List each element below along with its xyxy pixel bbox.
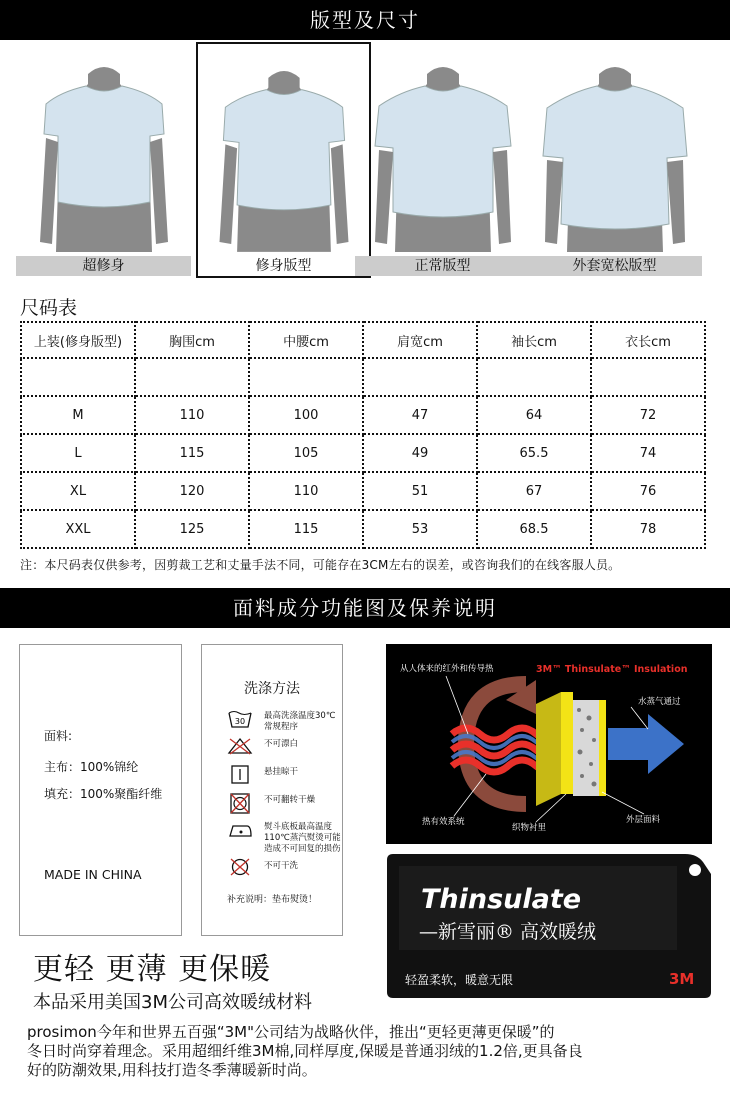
table-row [21,510,705,548]
table-cell: 74 [591,434,705,472]
description-line: prosimon今年和世界五百强“3M"公司结为战略伙伴，推出“更轻更薄更保暖”的 [27,1023,555,1041]
table-cell: 120 [135,472,249,510]
no-dry-clean-icon [227,857,253,877]
table-cell: 115 [249,510,363,548]
table-cell [135,358,249,396]
column-header: 上装(修身版型) [21,322,135,358]
column-header: 肩宽cm [363,322,477,358]
column-header: 胸围cm [135,322,249,358]
table-cell: 110 [135,396,249,434]
brand-name: Thinsulate [421,884,582,915]
table-cell [21,358,135,396]
column-header: 袖长cm [477,322,591,358]
description-line: 冬日时尚穿着理念。采用超细纤维3M棉,同样厚度,保暖是普通羽绒的1.2倍,更具备良 [27,1042,583,1060]
label-lining: 织物衬里 [512,823,547,833]
table-cell [591,358,705,396]
insulation-title: 3M™ Thinsulate™ Insulation [536,664,688,675]
shirt-illustration [16,52,191,262]
care-title: 洗涤方法 [244,681,300,697]
shirt-illustration [527,52,702,262]
table-cell: 78 [591,510,705,548]
care-note: 补充说明：垫布熨烫！ [226,895,317,905]
table-cell [249,358,363,396]
fit-label: 修身版型 [198,256,369,276]
no-tumble-dry-icon [227,793,253,815]
iron-low-icon [227,820,253,840]
care-text: 不可翻转干燥 [264,795,316,805]
table-cell: XXL [21,510,135,548]
size-chart-title: 尺码表 [20,297,78,319]
3m-logo: 3M [669,970,695,988]
brand-cn: —新雪丽® 高效暖绒 [419,921,597,943]
table-row [21,472,705,510]
fabric-label: 面料: [44,729,73,743]
table-cell: 76 [591,472,705,510]
table-cell: 105 [249,434,363,472]
brand-slogan: 轻盈柔软，暖意无限 [405,973,514,987]
table-cell: 49 [363,434,477,472]
fit-option-regular[interactable] [355,42,530,278]
table-cell [477,358,591,396]
fit-label: 外套宽松版型 [527,256,702,276]
table-header-row [21,322,705,358]
origin-label: MADE IN CHINA [44,867,142,882]
insulation-diagram [386,644,712,844]
label-heat: 从人体来的红外和传导热 [400,664,494,674]
fit-label: 超修身 [16,256,191,276]
column-header: 中腰cm [249,322,363,358]
table-cell: 125 [135,510,249,548]
care-text: 不可干洗 [264,861,299,871]
table-cell: M [21,396,135,434]
fit-label: 正常版型 [355,256,530,276]
table-cell: L [21,434,135,472]
care-text: 最高洗涤温度30℃ 常规程序 [264,711,336,732]
table-cell: 110 [249,472,363,510]
no-bleach-icon [227,737,253,755]
care-text: 熨斗底板最高温度110℃蒸汽熨烫可能造成不可回复的损伤 [264,822,341,854]
subtitle: 本品采用美国3M公司高效暖绒材料 [33,992,312,1013]
wash-30-icon [227,709,253,729]
table-cell: XL [21,472,135,510]
insulation-illustration [386,644,712,844]
table-row [21,434,705,472]
care-instructions-card [201,644,343,936]
thinsulate-tag [385,852,713,1000]
table-cell [363,358,477,396]
table-cell: 47 [363,396,477,434]
description-line: 好的防潮效果,用科技打造冬季薄暖新时尚。 [27,1061,317,1079]
size-note: 注：本尺码表仅供参考，因剪裁工艺和丈量手法不同，可能存在3CM左右的误差，或咨询我们的在线客服人员。 [20,558,621,572]
shirt-illustration [198,54,369,264]
fabric-composition-card [19,644,182,936]
tagline: 更轻 更薄 更保暖 [33,952,272,987]
thinsulate-tag-graphic [385,852,713,1000]
table-row [21,358,705,396]
label-system: 热有效系统 [422,817,465,827]
description [27,1023,717,1080]
table-cell: 68.5 [477,510,591,548]
label-outer: 外层面料 [626,815,661,825]
section-banner-fabric: 面料成分功能图及保养说明 [0,588,730,628]
label-vapor: 水蒸气通过 [638,697,681,707]
table-cell: 65.5 [477,434,591,472]
fabric-fill: 填充：100%聚酯纤维 [44,787,163,801]
shirt-illustration [355,52,530,262]
fit-option-slim[interactable] [196,42,371,278]
wash-temp: 30 [234,717,246,726]
fabric-main: 主布：100%锦纶 [44,760,139,774]
fit-option-super-slim[interactable] [16,42,191,278]
section-banner-fit: 版型及尺寸 [0,0,730,40]
hang-dry-icon [227,765,253,785]
table-cell: 100 [249,396,363,434]
table-row [21,396,705,434]
care-text: 不可漂白 [264,739,299,749]
table-cell: 64 [477,396,591,434]
fit-option-loose[interactable] [527,42,702,278]
care-text: 悬挂晾干 [264,767,299,777]
size-table [20,321,706,549]
table-cell: 67 [477,472,591,510]
table-cell: 53 [363,510,477,548]
table-cell: 72 [591,396,705,434]
table-cell: 51 [363,472,477,510]
table-cell: 115 [135,434,249,472]
column-header: 衣长cm [591,322,705,358]
